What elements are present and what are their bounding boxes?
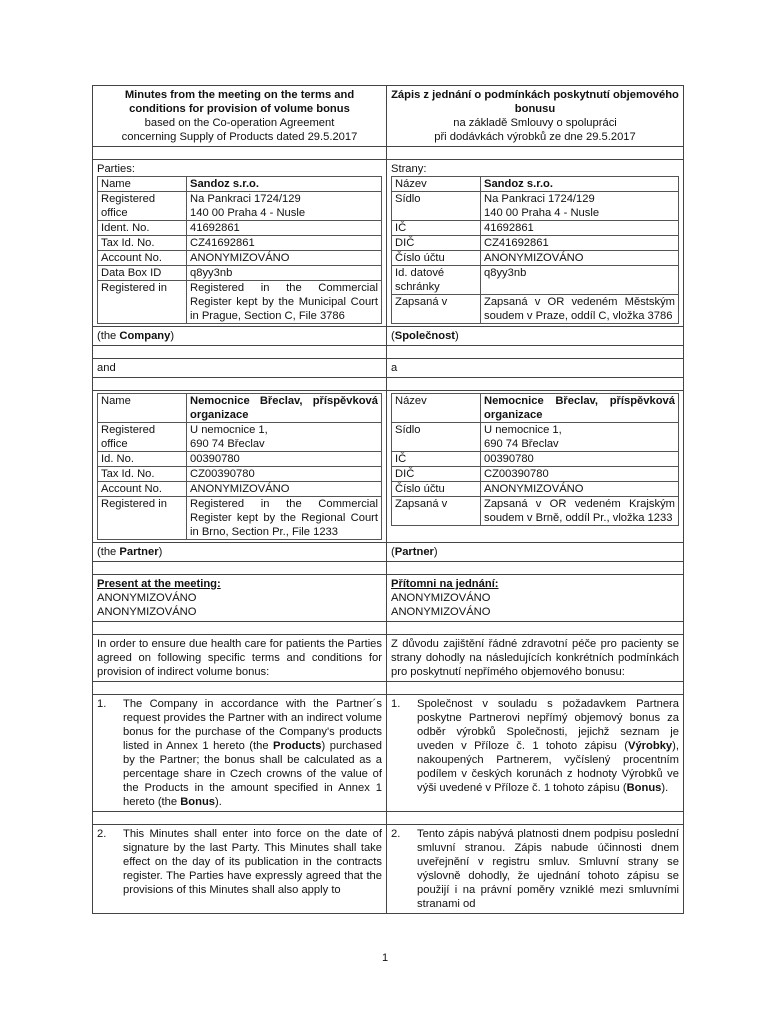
- present-cz: [387, 575, 683, 621]
- info-row: [392, 394, 679, 423]
- info-key: Tax Id. No.: [98, 236, 187, 251]
- info-key: DIČ: [392, 236, 481, 251]
- clause-2-en: [93, 825, 387, 913]
- partner-right: [387, 391, 683, 542]
- spacer-row: [92, 811, 684, 824]
- label-post: ): [433, 546, 438, 558]
- info-row: [392, 221, 679, 236]
- partner-left: [93, 391, 387, 542]
- partner-label-row: [92, 542, 684, 561]
- clause-1-cz: [387, 695, 683, 811]
- info-value: 41692861: [481, 221, 679, 236]
- parties-label-en: Parties:: [97, 163, 135, 175]
- title-en: Minutes from the meeting on the terms and conditions for provision of volume bonus: [124, 89, 355, 115]
- parties-row: [92, 159, 684, 326]
- clause-2-row: [92, 824, 684, 914]
- info-key: Zapsaná v: [392, 497, 481, 526]
- label-post: ): [455, 330, 459, 342]
- text-part: Společnost v souladu s požadavkem Partnera poskytne Partnerovi nepřímý objemový bonus za odběr výrobků Společnosti, jejichž seznam je uveden v Příloze č. 1 tohoto zápisu (: [417, 698, 679, 752]
- info-key: Sídlo: [392, 192, 481, 221]
- label-post: ): [170, 330, 175, 342]
- info-value: U nemocnice 1, 690 74 Břeclav: [187, 423, 382, 452]
- clause-number: 1.: [97, 698, 107, 710]
- and-row: [92, 358, 684, 377]
- company-table-en: [97, 176, 382, 324]
- spacer-row: [92, 146, 684, 159]
- document-header: [92, 85, 684, 146]
- info-value: ANONYMIZOVÁNO: [187, 482, 382, 497]
- info-row: [98, 221, 382, 236]
- spacer-row: [92, 561, 684, 574]
- and-cz: a: [391, 362, 398, 374]
- info-key: Tax Id. No.: [98, 467, 187, 482]
- present-name: ANONYMIZOVÁNO: [97, 592, 197, 604]
- parties-right: [387, 160, 683, 326]
- info-value: Zapsaná v OR vedeném Městským soudem v Praze, oddíl C, vložka 3786: [481, 295, 679, 324]
- info-row: [392, 482, 679, 497]
- subtitle-en-2: concerning Supply of Products dated 29.5.2017: [121, 131, 358, 143]
- intro-cz: Z důvodu zajištění řádné zdravotní péče pro pacienty se strany dohodly na následujících konkrétních podmínkách pro poskytnutí nepřímého objemového bonusu:: [391, 638, 679, 678]
- clause-2-cz: [387, 825, 683, 913]
- present-name: ANONYMIZOVÁNO: [391, 592, 491, 604]
- info-row: [98, 452, 382, 467]
- info-key: Registered in: [98, 497, 187, 540]
- info-row: [98, 192, 382, 221]
- info-row: [392, 452, 679, 467]
- info-value: 00390780: [187, 452, 382, 467]
- info-value: Registered in the Commercial Register kept by the Municipal Court in Prague, Section C, File 3786: [187, 281, 382, 324]
- clause-1-row: [92, 694, 684, 811]
- label-bold: Partner: [119, 546, 159, 558]
- info-value: U nemocnice 1, 690 74 Břeclav: [481, 423, 679, 452]
- info-key: DIČ: [392, 467, 481, 482]
- clause-text: [123, 697, 382, 809]
- partner-label-cz: [387, 543, 683, 561]
- info-row: [392, 236, 679, 251]
- clause-number: 1.: [391, 698, 401, 710]
- info-value: Zapsaná v OR vedeném Krajským soudem v Brně, oddíl Pr., vložka 1233: [481, 497, 679, 526]
- info-row: [392, 192, 679, 221]
- present-name: ANONYMIZOVÁNO: [391, 606, 491, 618]
- clause-text: This Minutes shall enter into force on the date of signature by the last Party. This Minutes shall take effect on the day of its publication in the contracts register. The Parties have expressly agreed that the provisions of this Minutes shall also apply to: [123, 828, 382, 896]
- spacer-row: [92, 345, 684, 358]
- info-value: CZ00390780: [481, 467, 679, 482]
- info-row: [392, 497, 679, 526]
- text-part: ) purchased by the Partner; the bonus shall be calculated as a percentage share in Czech crowns of the value of the Products in the amount specified in Annex 1 hereto (the: [123, 740, 382, 808]
- info-key: Id. datové schránky: [392, 266, 481, 295]
- info-value: Nemocnice Břeclav, příspěvková organizace: [187, 394, 382, 423]
- intro-row: [92, 634, 684, 681]
- page-number: 1: [381, 952, 389, 964]
- info-value: CZ00390780: [187, 467, 382, 482]
- info-value: 41692861: [187, 221, 382, 236]
- spacer-row: [92, 621, 684, 634]
- partner-table-en: [97, 393, 382, 540]
- present-name: ANONYMIZOVÁNO: [97, 606, 197, 618]
- label-pre: (: [391, 546, 395, 558]
- info-key: Data Box ID: [98, 266, 187, 281]
- info-row: [98, 497, 382, 540]
- numbered-paragraph: [391, 827, 679, 911]
- partner-row: [92, 390, 684, 542]
- info-value: Nemocnice Břeclav, příspěvková organizace: [481, 394, 679, 423]
- info-value: Registered in the Commercial Register kept by the Regional Court in Brno, Section Pr., File 1233: [187, 497, 382, 540]
- label-bold: Company: [119, 330, 171, 342]
- numbered-paragraph: [97, 827, 382, 897]
- info-key: Registered office: [98, 423, 187, 452]
- info-row: [98, 482, 382, 497]
- clause-number: 2.: [391, 828, 401, 840]
- text-part: ), nakoupených Partnerem, vyčíslený procentním podílem v českých korunách z hodnoty Výrobků ve výši uvedené v Příloze č. 1 tohoto zápisu (: [417, 740, 679, 794]
- clause-number: 2.: [97, 828, 107, 840]
- numbered-paragraph: [97, 697, 382, 809]
- subtitle-cz-2: při dodávkách výrobků ze dne 29.5.2017: [434, 131, 636, 143]
- info-row: [392, 251, 679, 266]
- info-value: ANONYMIZOVÁNO: [481, 251, 679, 266]
- parties-label-cz: Strany:: [391, 163, 427, 175]
- info-key: Account No.: [98, 251, 187, 266]
- info-row: [392, 177, 679, 192]
- info-row: [98, 394, 382, 423]
- info-value: CZ41692861: [187, 236, 382, 251]
- text-part: ).: [661, 782, 669, 794]
- info-row: [98, 177, 382, 192]
- clause-text: [417, 697, 679, 795]
- title-cz: Zápis z jednání o podmínkách poskytnutí objemového bonusu: [391, 89, 679, 115]
- info-row: [98, 236, 382, 251]
- info-value: Na Pankraci 1724/129 140 00 Praha 4 - Nusle: [481, 192, 679, 221]
- partner-label-en: [93, 543, 387, 561]
- info-row: [98, 266, 382, 281]
- info-key: Name: [98, 394, 187, 423]
- info-value: CZ41692861: [481, 236, 679, 251]
- info-value: ANONYMIZOVÁNO: [187, 251, 382, 266]
- spacer-row: [92, 377, 684, 390]
- info-row: [392, 467, 679, 482]
- clause-text: Tento zápis nabývá platnosti dnem podpisu poslední smluvní stranou. Zápis nabude účinnosti dnem uveřejnění v registru smluv. Smluvní strany se výslovně dohodly, že ujednání tohoto zápisu se použijí i na právní poměry vzniklé mezi smluvními stranami od: [417, 828, 679, 910]
- text-part: ).: [215, 796, 222, 808]
- info-row: [98, 281, 382, 324]
- label-pre: (the: [97, 330, 120, 342]
- intro-en: In order to ensure due health care for patients the Parties agreed on following specific terms and conditions for provision of indirect volume bonus:: [93, 635, 387, 681]
- spacer-row: [92, 681, 684, 694]
- company-label-row: [92, 326, 684, 345]
- present-title-en: Present at the meeting:: [97, 578, 221, 590]
- defined-term: Bonus: [180, 796, 216, 808]
- parties-left: [93, 160, 387, 326]
- info-key: Name: [98, 177, 187, 192]
- info-row: [98, 251, 382, 266]
- clause-1-en: [93, 695, 387, 811]
- present-en: [93, 575, 387, 621]
- info-key: Číslo účtu: [392, 482, 481, 497]
- info-key: Číslo účtu: [392, 251, 481, 266]
- label-bold: Společnost: [394, 330, 456, 342]
- company-label-cz: [387, 327, 683, 345]
- minutes-document: [92, 85, 684, 914]
- defined-term: Výrobky: [628, 740, 673, 752]
- subtitle-en-1: based on the Co-operation Agreement: [144, 117, 335, 129]
- info-value: q8yy3nb: [481, 266, 679, 295]
- info-value: q8yy3nb: [187, 266, 382, 281]
- defined-term: Products: [273, 740, 322, 752]
- info-key: Zapsaná v: [392, 295, 481, 324]
- info-value: Sandoz s.r.o.: [481, 177, 679, 192]
- info-key: IČ: [392, 452, 481, 467]
- header-right: [387, 86, 683, 146]
- info-value: Na Pankraci 1724/129 140 00 Praha 4 - Nusle: [187, 192, 382, 221]
- subtitle-cz-1: na základě Smlouvy o spolupráci: [453, 117, 617, 129]
- info-row: [392, 266, 679, 295]
- and-en: and: [93, 359, 387, 377]
- present-title-cz: Přítomni na jednání:: [391, 578, 499, 590]
- info-key: Ident. No.: [98, 221, 187, 236]
- header-left: [93, 86, 387, 146]
- info-value: Sandoz s.r.o.: [187, 177, 382, 192]
- info-row: [392, 423, 679, 452]
- info-key: Registered in: [98, 281, 187, 324]
- info-key: Id. No.: [98, 452, 187, 467]
- info-key: Název: [392, 394, 481, 423]
- label-pre: (the: [97, 546, 120, 558]
- label-bold: Partner: [394, 546, 434, 558]
- numbered-paragraph: [391, 697, 679, 795]
- info-value: ANONYMIZOVÁNO: [481, 482, 679, 497]
- text-part: The Company in accordance with the Partner´s request provides the Partner with an indirect volume bonus for the purchase of the Company's products listed in Annex 1 hereto (the: [123, 698, 382, 752]
- info-key: Account No.: [98, 482, 187, 497]
- info-row: [392, 295, 679, 324]
- info-value: 00390780: [481, 452, 679, 467]
- info-key: IČ: [392, 221, 481, 236]
- info-row: [98, 467, 382, 482]
- label-pre: (: [391, 330, 395, 342]
- defined-term: Bonus: [626, 782, 662, 794]
- info-key: Sídlo: [392, 423, 481, 452]
- company-table-cz: [391, 176, 679, 324]
- partner-table-cz: [391, 393, 679, 526]
- info-key: Název: [392, 177, 481, 192]
- company-label-en: [93, 327, 387, 345]
- label-post: ): [158, 546, 163, 558]
- info-row: [98, 423, 382, 452]
- present-row: [92, 574, 684, 621]
- info-key: Registered office: [98, 192, 187, 221]
